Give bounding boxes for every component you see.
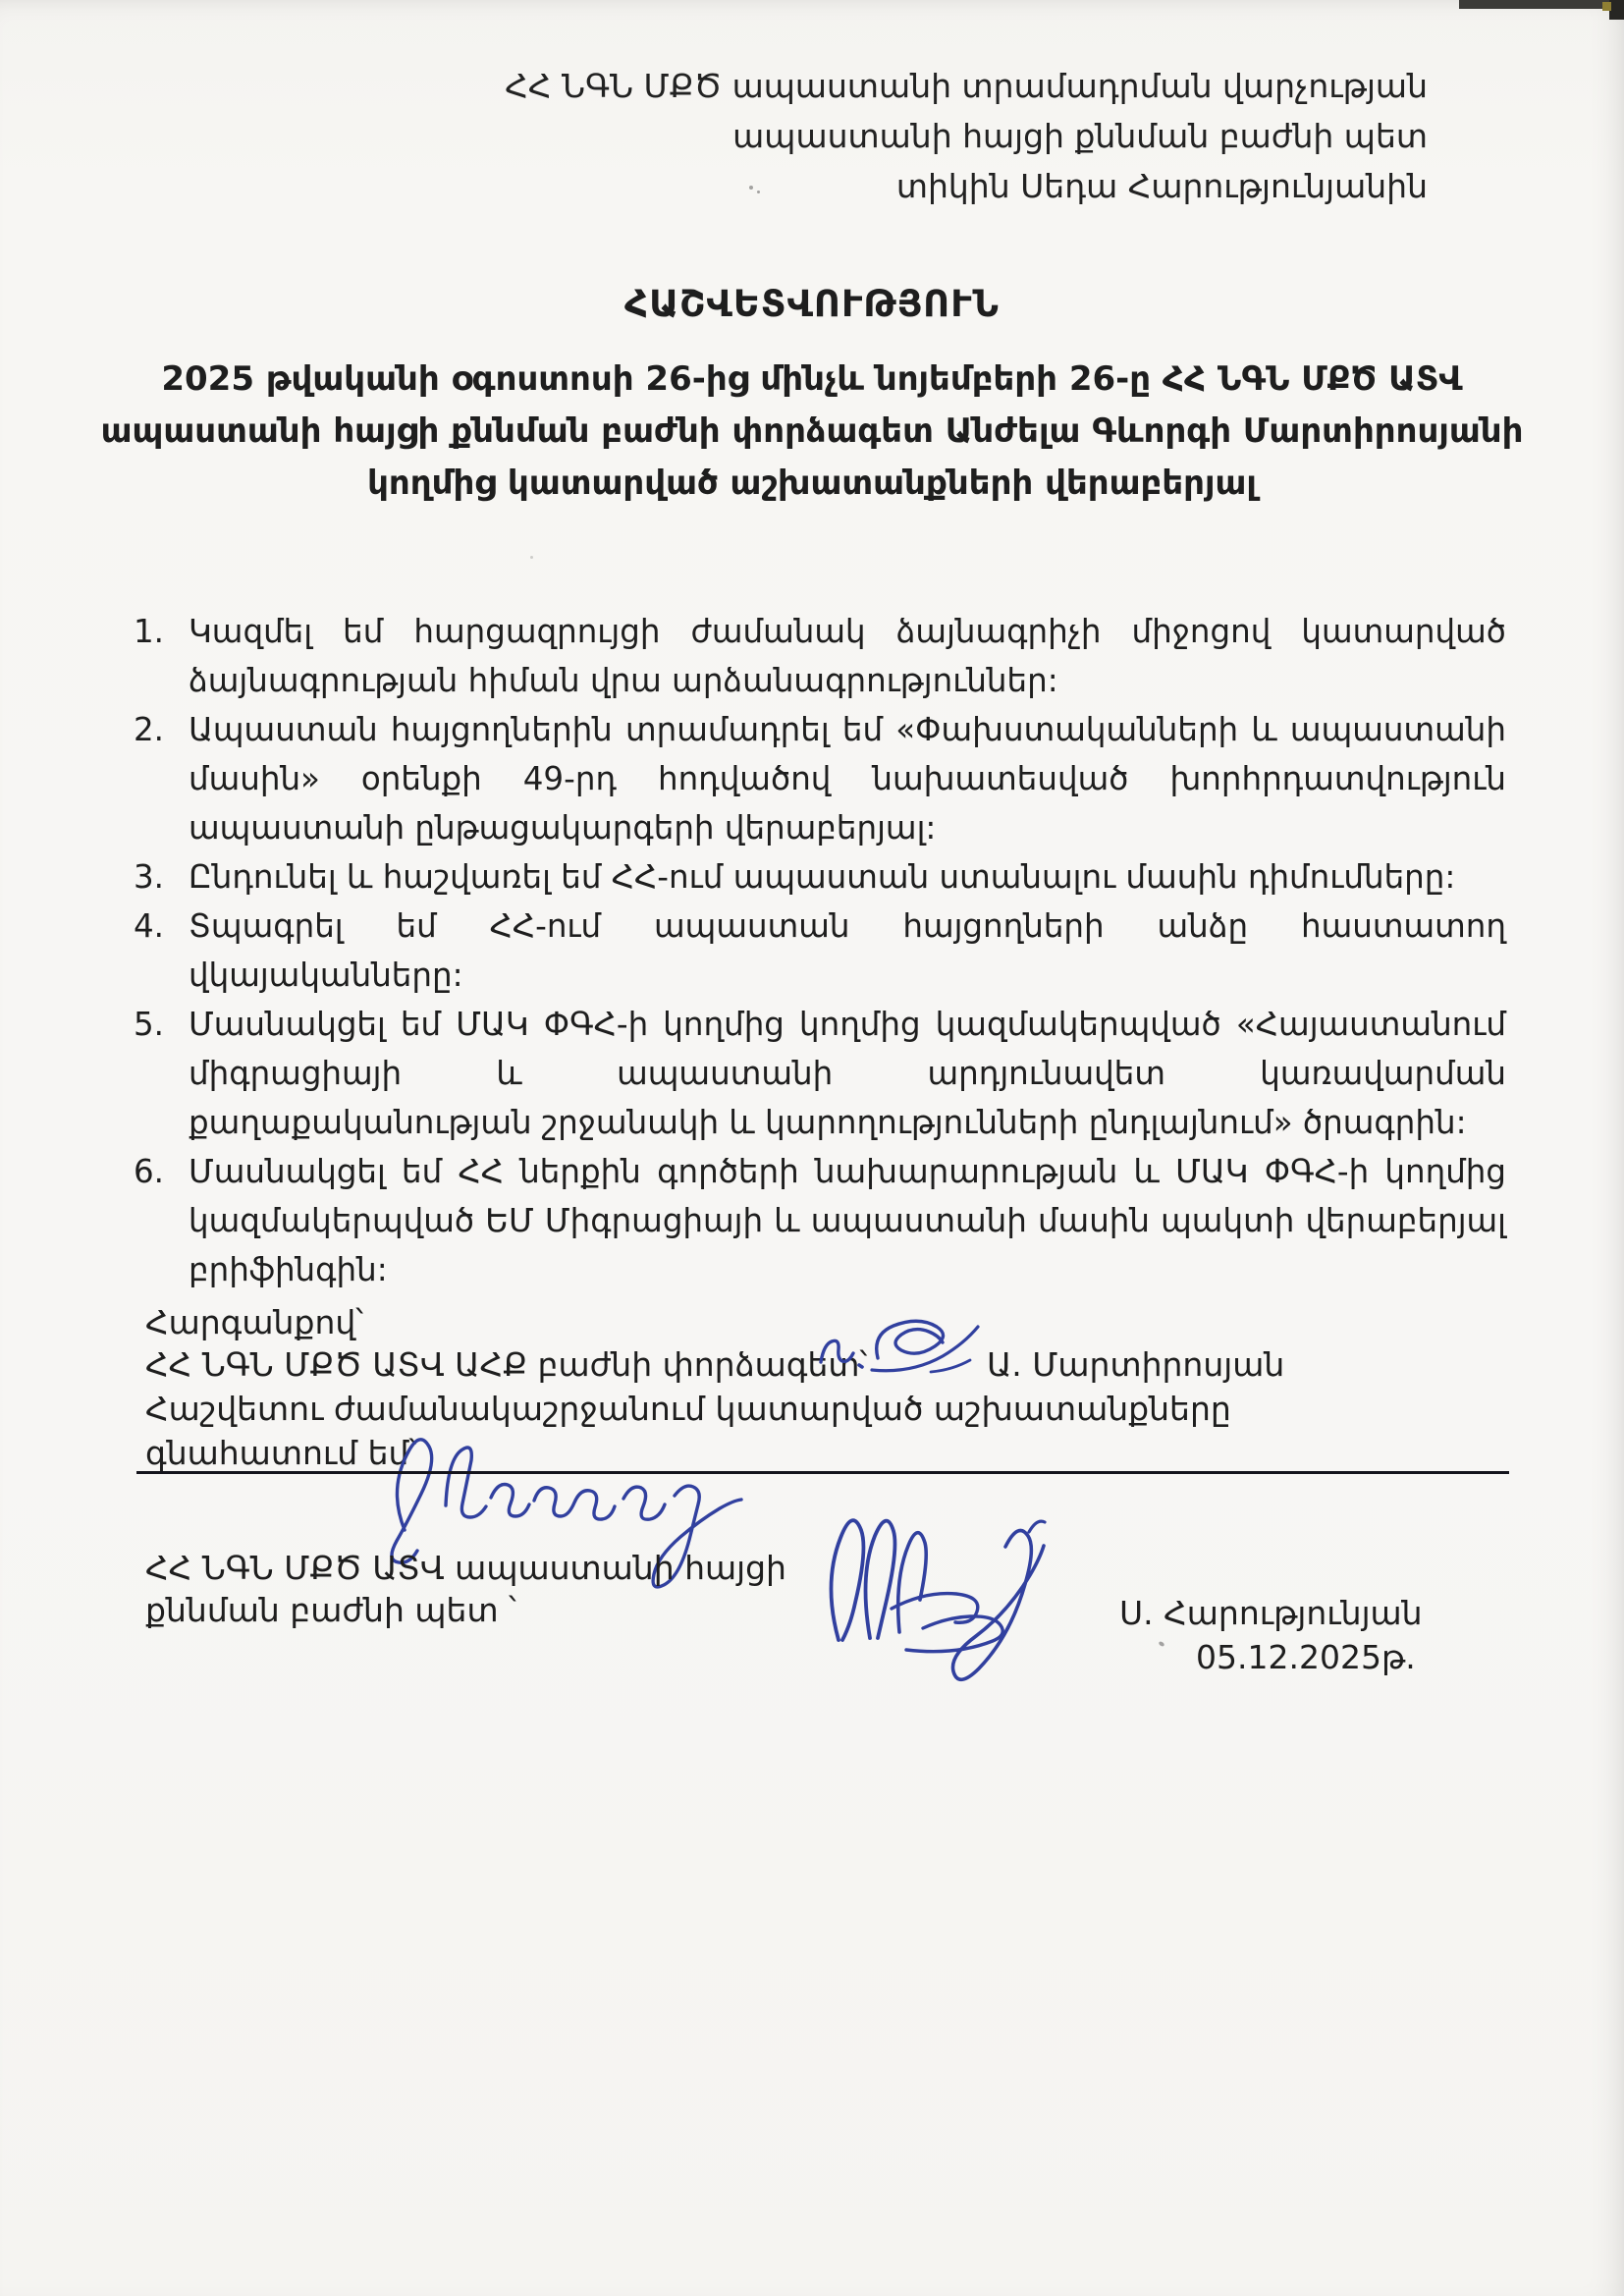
expert-position-label: ՀՀ ՆԳՆ ՄՔԾ ԱՏՎ ԱՀՔ բաժնի փորձագետ՝ — [145, 1345, 868, 1384]
item-text: Տպագրել եմ ՀՀ-ում ապաստան հայցողների անձը հաստատող վկայականները: — [189, 907, 1506, 994]
evaluation-line-1: Հաշվետու ժամանակաշրջանում կատարված աշխատանքները — [145, 1390, 1231, 1428]
report-item — [134, 902, 1506, 1000]
recipient-line: տիկին Սեդա Հարությունյանին — [895, 167, 1428, 205]
recipient-line: ՀՀ ՆԳՆ ՄՔԾ ապաստանի տրամադրման վարչության — [505, 67, 1428, 105]
subtitle-line: ապաստանի հայցի քննման բաժնի փորձագետ Անժելա Գևորգի Մարտիրոսյանի — [100, 411, 1524, 451]
document-title: ՀԱՇՎԵՏՎՈՒԹՅՈՒՆ — [624, 283, 1000, 325]
signature-line — [136, 1471, 1509, 1474]
report-item — [134, 1147, 1506, 1294]
signature-date: 05.12.2025թ. — [1196, 1638, 1416, 1676]
item-number: 4. — [134, 907, 165, 945]
division-head-signature — [797, 1493, 1102, 1694]
item-number: 2. — [134, 711, 165, 748]
expert-initials-signature — [813, 1309, 1004, 1393]
report-item — [134, 607, 1506, 705]
item-text: Մասնակցել եմ ՀՀ ներքին գործերի նախարարության և ՄԱԿ ՓԳՀ-ի կողմից կազմակերպված ԵՄ Միգրացիայի և ապաստանի մասին պակտի վերաբերյալ բրիֆինգին: — [189, 1153, 1506, 1288]
signer-name: Ս. Հարությունյան — [1119, 1594, 1423, 1632]
report-item — [134, 852, 1506, 902]
item-number: 5. — [134, 1006, 165, 1043]
document-subtitle — [0, 354, 1624, 510]
report-item — [134, 1000, 1506, 1147]
item-number: 1. — [134, 613, 165, 650]
item-text: Ապաստան հայցողներին տրամադրել եմ «Փախստականների և ապաստանի մասին» օրենքի 49-րդ հոդվածով նախատեսված խորհրդատվություն ապաստանի ընթացակարգերի վերաբերյալ: — [189, 711, 1506, 847]
subtitle-line: 2025 թվականի օգոստոսի 26-ից մինչև նոյեմբերի 26-ը ՀՀ ՆԳՆ ՄՔԾ ԱՏՎ — [161, 359, 1463, 399]
item-number: 3. — [134, 858, 165, 896]
expert-name: Ա. Մարտիրոսյան — [987, 1345, 1285, 1384]
recipient-line: ապաստանի հայցի քննման բաժնի պետ — [732, 117, 1428, 155]
closing-salutation: Հարգանքով՝ — [145, 1303, 364, 1341]
scan-speck — [530, 556, 533, 559]
evaluation-line-2: գնահատում եմ՝ — [145, 1434, 417, 1472]
subtitle-line: կողմից կատարված աշխատանքների վերաբերյալ — [367, 464, 1257, 503]
item-text: Ընդունել և հաշվառել եմ ՀՀ-ում ապաստան ստանալու մասին դիմումները: — [189, 858, 1456, 896]
item-text: Կազմել եմ հարցազրույցի ժամանակ ձայնագրիչի միջոցով կատարված ձայնագրության հիման վրա արձանագրություններ: — [189, 613, 1506, 699]
scan-speck — [1158, 1641, 1164, 1648]
recipient-block — [505, 61, 1428, 211]
item-text: Մասնակցել եմ ՄԱԿ ՓԳՀ-ի կողմից կողմից կազմակերպված «Հայաստանում միգրացիայի և ապաստանի արդյունավետ կառավարման քաղաքականության շրջանակի և կարողությունների ընդլայնում» ծրագրին: — [189, 1006, 1506, 1141]
item-number: 6. — [134, 1153, 165, 1190]
report-item — [134, 705, 1506, 852]
scan-corner-fleck — [1602, 2, 1611, 11]
scan-edge-artifact — [1459, 0, 1624, 9]
report-item-list — [134, 607, 1506, 1294]
scan-corner-artifact — [1609, 0, 1624, 20]
footer-position-line-2: քննման բաժնի պետ ՝ — [145, 1591, 516, 1629]
footer-position-line-1: ՀՀ ՆԳՆ ՄՔԾ ԱՏՎ ապաստանի հայցի — [145, 1549, 786, 1587]
